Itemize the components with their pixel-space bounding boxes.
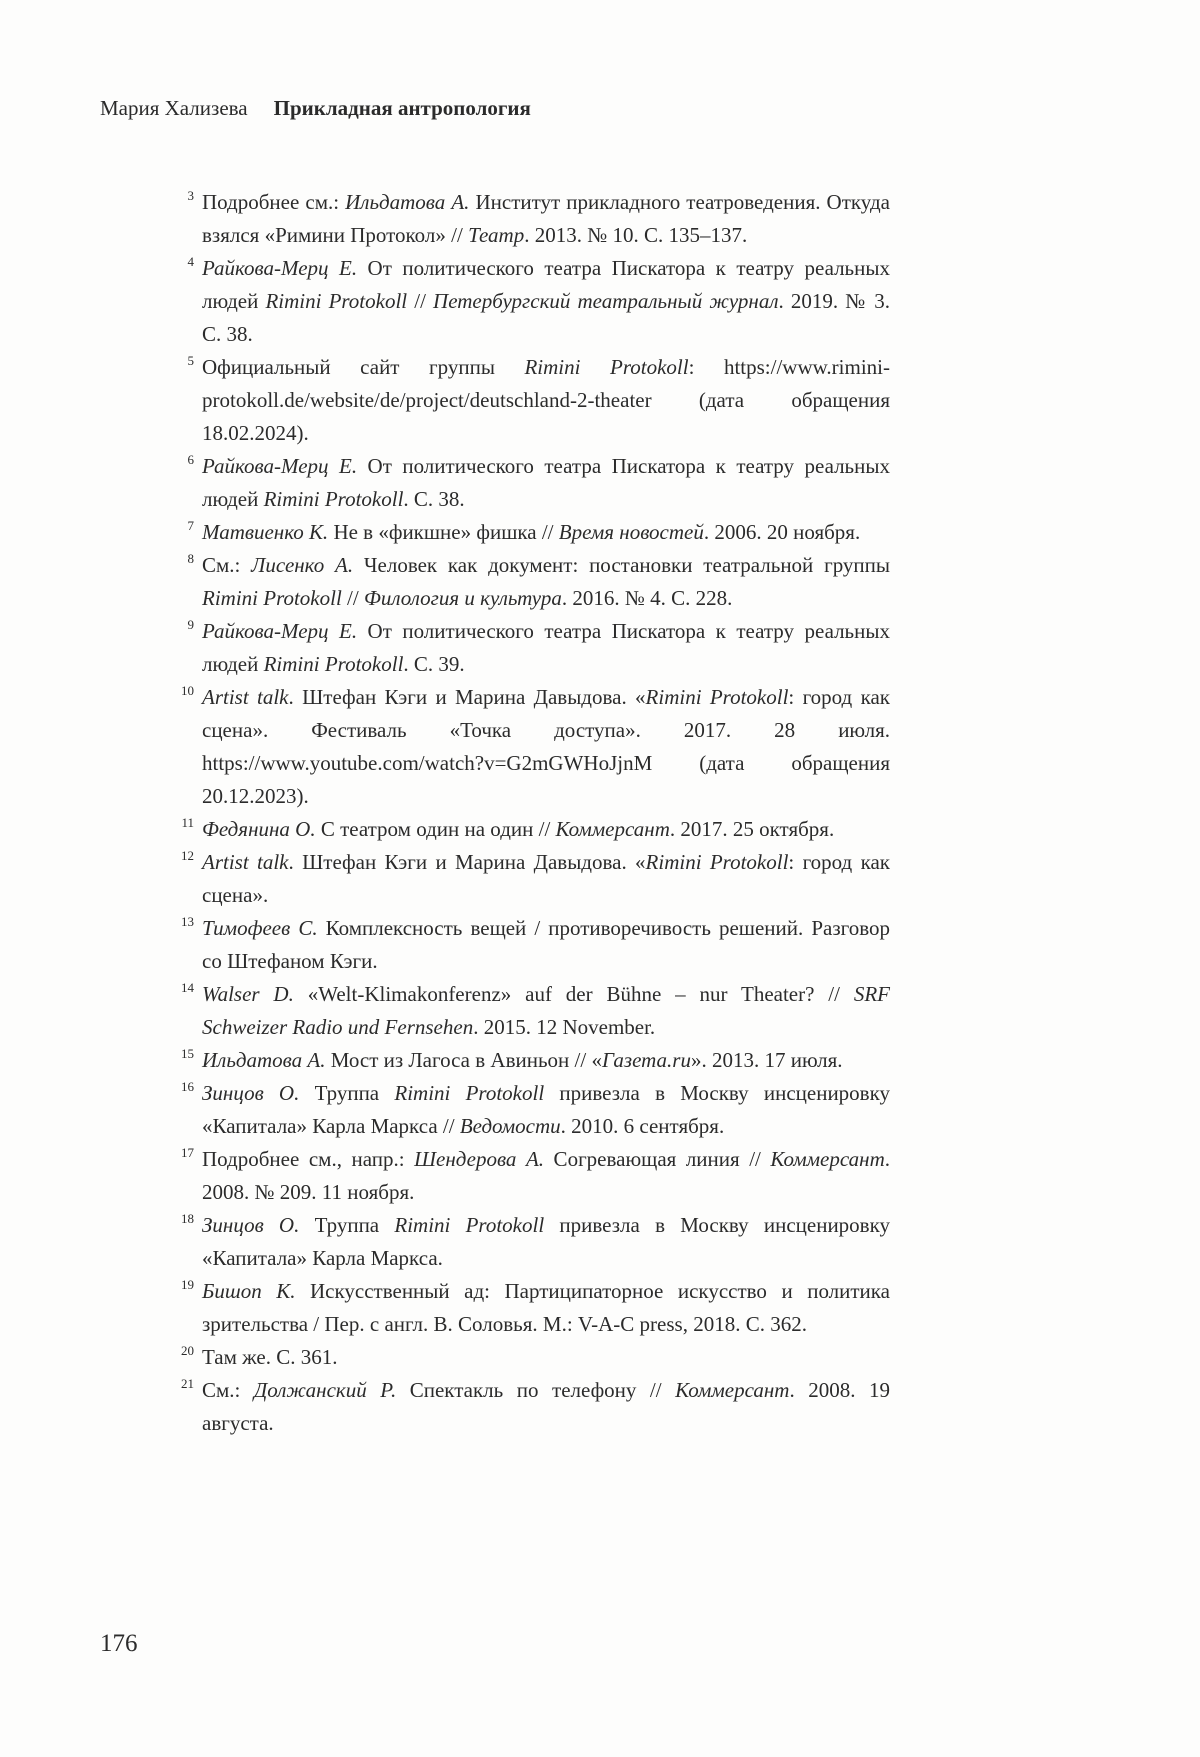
footnote-number: 8: [187, 551, 194, 566]
footnote-text: Райкова-Мерц Е. От политического театра Пискатора к театру реальных людей Rimini Protokoll. С. 39.: [202, 619, 890, 676]
footnote-number: 9: [187, 617, 194, 632]
footnote-item: [187, 516, 890, 549]
footnote-item: [187, 450, 890, 516]
footnote-item: [181, 813, 890, 846]
footnotes-list: [181, 186, 891, 1440]
footnote-number: 11: [181, 815, 194, 830]
footnote-number: 20: [181, 1343, 194, 1358]
footnote-item: [181, 1077, 890, 1143]
footnote-text: Райкова-Мерц Е. От политического театра Пискатора к театру реальных людей Rimini Protokoll. С. 38.: [202, 454, 890, 511]
running-header: [100, 96, 531, 121]
footnote-number: 6: [187, 452, 194, 467]
footnote-item: [181, 1341, 890, 1374]
footnote-item: [181, 1374, 891, 1440]
footnote-number: 10: [181, 683, 194, 698]
footnote-number: 12: [181, 848, 194, 863]
footnote-text: Бишоп К. Искусственный ад: Партиципаторное искусство и политика зрительства / Пер. с англ. В. Соловья. М.: V-A-C press, 2018. С. 362.: [202, 1279, 891, 1336]
footnote-text: Зинцов О. Труппа Rimini Protokoll привезла в Москву инсценировку «Капитала» Карла Маркса // Ведомости. 2010. 6 сентября.: [202, 1081, 890, 1138]
footnote-number: 21: [181, 1376, 194, 1391]
footnote-number: 5: [187, 353, 194, 368]
footnote-number: 19: [181, 1277, 194, 1292]
footnote-number: 14: [181, 980, 194, 995]
footnote-number: 4: [187, 254, 194, 269]
footnote-text: Artist talk. Штефан Кэги и Марина Давыдова. «Rimini Protokoll: город как сцена».: [202, 850, 890, 907]
footnote-item: [181, 1275, 891, 1341]
page-number: 176: [100, 1630, 138, 1657]
footnote-text: Подробнее см.: Ильдатова А. Институт прикладного театроведения. Откуда взялся «Римини Протокол» // Театр. 2013. № 10. С. 135–137.: [202, 190, 890, 247]
footnote-item: [187, 252, 890, 351]
footnote-item: [187, 351, 891, 450]
footnote-item: [181, 1143, 890, 1209]
footnote-text: Райкова-Мерц Е. От политического театра Пискатора к театру реальных людей Rimini Protokoll // Петербургский театральный журнал. 2019. № 3. С. 38.: [202, 256, 890, 346]
footnote-text: Artist talk. Штефан Кэги и Марина Давыдова. «Rimini Protokoll: город как сцена». Фестиваль «Точка доступа». 2017. 28 июля. https://www.youtube.com/watch?v=G2mGWHoJjnM (дата обращения 20.12.2023).: [202, 685, 890, 808]
footnote-text: См.: Лисенко А. Человек как документ: постановки театральной группы Rimini Protokoll // Филология и культура. 2016. № 4. С. 228.: [202, 553, 891, 610]
running-header-author: Мария Хализева: [100, 96, 248, 120]
footnote-item: [181, 846, 890, 912]
footnote-text: Там же. С. 361.: [202, 1345, 338, 1369]
footnote-text: Зинцов О. Труппа Rimini Protokoll привезла в Москву инсценировку «Капитала» Карла Маркса.: [202, 1213, 890, 1270]
footnote-number: 15: [181, 1046, 194, 1061]
footnote-text: Тимофеев С. Комплексность вещей / противоречивость решений. Разговор со Штефаном Кэги.: [202, 916, 890, 973]
footnote-text: Walser D. «Welt-Klimakonferenz» auf der Bühne – nur Theater? // SRF Schweizer Radio und Fernsehen. 2015. 12 November.: [202, 982, 890, 1039]
footnote-text: Матвиенко К. Не в «фикшне» фишка // Время новостей. 2006. 20 ноября.: [202, 520, 861, 544]
footnote-number: 7: [187, 518, 194, 533]
footnote-text: См.: Должанский Р. Спектакль по телефону // Коммерсант. 2008. 19 августа.: [202, 1378, 891, 1435]
running-header-title: Прикладная антропология: [273, 96, 531, 120]
footnote-item: [187, 549, 891, 615]
footnote-item: [181, 1209, 890, 1275]
footnote-item: [187, 186, 890, 252]
footnote-item: [181, 681, 890, 813]
footnote-number: 16: [181, 1079, 194, 1094]
footnote-number: 13: [181, 914, 194, 929]
footnote-text: Ильдатова А. Мост из Лагоса в Авиньон // «Газета.ru». 2013. 17 июля.: [202, 1048, 843, 1072]
footnote-item: [181, 912, 890, 978]
footnote-item: [181, 1044, 890, 1077]
footnote-number: 18: [181, 1211, 194, 1226]
footnote-number: 3: [187, 188, 194, 203]
footnote-item: [181, 978, 890, 1044]
footnote-text: Федянина О. С театром один на один // Коммерсант. 2017. 25 октября.: [202, 817, 835, 841]
footnote-text: Подробнее см., напр.: Шендерова А. Согревающая линия // Коммерсант. 2008. № 209. 11 ноября.: [202, 1147, 890, 1204]
footnote-item: [187, 615, 890, 681]
footnote-number: 17: [181, 1145, 194, 1160]
footnote-text: Официальный сайт группы Rimini Protokoll: https://www.rimini-protokoll.de/website/de/project/deutschland-2-theater (дата обращения 18.02.2024).: [202, 355, 891, 445]
